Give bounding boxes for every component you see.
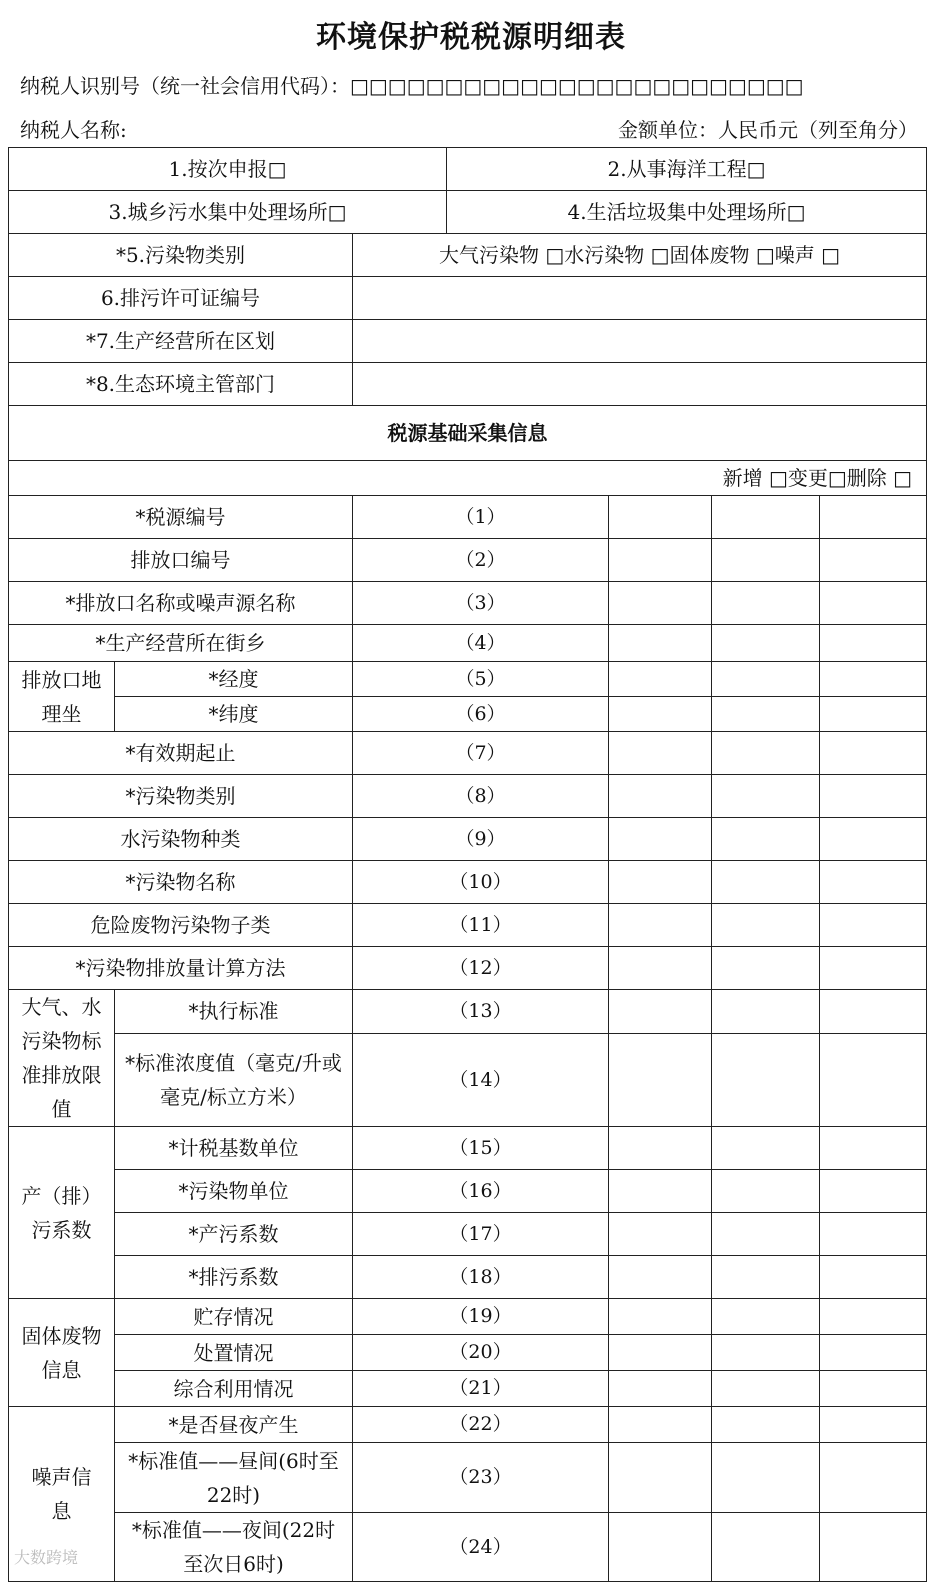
value-cell[interactable] <box>820 1407 927 1443</box>
row-label: 贮存情况 <box>115 1299 353 1335</box>
table-row <box>9 496 927 539</box>
value-cell[interactable] <box>820 1371 927 1407</box>
row-number: （17） <box>353 1213 609 1256</box>
value-cell[interactable] <box>712 775 820 818</box>
watermark: 大数跨境 <box>14 1548 79 1567</box>
row-label: *标准值——昼间(6时至22时) <box>115 1443 353 1513</box>
value-cell[interactable] <box>712 1170 820 1213</box>
pollutant-type-options[interactable]: 大气污染物 □水污染物 □固体废物 □噪声 □ <box>353 234 927 277</box>
value-cell[interactable] <box>820 662 927 697</box>
table-row <box>9 1443 927 1513</box>
row-label: *污染物类别 <box>9 775 353 818</box>
value-cell[interactable] <box>609 990 712 1034</box>
value-cell[interactable] <box>609 582 712 625</box>
table-row <box>9 1513 927 1582</box>
value-cell[interactable] <box>820 1443 927 1513</box>
region-label: *7.生产经营所在区划 <box>9 320 353 363</box>
value-cell[interactable] <box>609 697 712 732</box>
section-title: 税源基础采集信息 <box>9 406 927 461</box>
value-cell[interactable] <box>609 775 712 818</box>
row-label: *纬度 <box>115 697 353 732</box>
table-row <box>9 539 927 582</box>
value-cell[interactable] <box>820 1033 927 1126</box>
value-cell[interactable] <box>712 1407 820 1443</box>
group-label-limit: 大气、水污染物标准排放限值 <box>9 990 115 1127</box>
value-cell[interactable] <box>609 1213 712 1256</box>
value-cell[interactable] <box>820 947 927 990</box>
garbage-facility-checkbox[interactable]: 4.生活垃圾集中处理场所□ <box>447 191 927 234</box>
report-by-time-checkbox[interactable]: 1.按次申报□ <box>9 148 447 191</box>
row-number: （21） <box>353 1371 609 1407</box>
row-number: （22） <box>353 1407 609 1443</box>
row-label: *执行标准 <box>115 990 353 1034</box>
value-cell[interactable] <box>820 1213 927 1256</box>
value-cell[interactable] <box>609 818 712 861</box>
row-number: （1） <box>353 496 609 539</box>
row-label: 危险废物污染物子类 <box>9 904 353 947</box>
table-row <box>9 1127 927 1170</box>
value-cell[interactable] <box>609 861 712 904</box>
row-label: *产污系数 <box>115 1213 353 1256</box>
permit-number-label: 6.排污许可证编号 <box>9 277 353 320</box>
value-cell[interactable] <box>609 496 712 539</box>
table-row <box>9 861 927 904</box>
value-cell[interactable] <box>712 904 820 947</box>
value-cell[interactable] <box>609 1170 712 1213</box>
table-row <box>9 775 927 818</box>
value-cell[interactable] <box>712 662 820 697</box>
value-cell[interactable] <box>820 1513 927 1582</box>
form-title: 环境保护税税源明细表 <box>316 20 626 55</box>
amount-unit: 金额单位：人民币元（列至角分） <box>618 118 918 142</box>
group-label-noise: 噪声信息 <box>9 1407 115 1582</box>
row-label: *生产经营所在街乡 <box>9 625 353 662</box>
value-cell[interactable] <box>820 732 927 775</box>
row-number: （6） <box>353 697 609 732</box>
value-cell[interactable] <box>820 539 927 582</box>
table-row <box>9 1256 927 1299</box>
row-label: *税源编号 <box>9 496 353 539</box>
value-cell[interactable] <box>609 1371 712 1407</box>
value-cell[interactable] <box>609 662 712 697</box>
value-cell[interactable] <box>609 1256 712 1299</box>
table-row <box>9 662 927 697</box>
taxpayer-name-label: 纳税人名称: <box>20 118 127 142</box>
row-number: （18） <box>353 1256 609 1299</box>
table-row <box>9 582 927 625</box>
value-cell[interactable] <box>712 1335 820 1371</box>
table-row <box>9 1213 927 1256</box>
value-cell[interactable] <box>609 539 712 582</box>
row-number: （10） <box>353 861 609 904</box>
change-type-options[interactable]: 新增 □变更□删除 □ <box>9 461 927 496</box>
region-field[interactable] <box>353 320 927 363</box>
group-label-geo: 排放口地理坐 <box>9 662 115 732</box>
value-cell[interactable] <box>712 582 820 625</box>
table-row <box>9 697 927 732</box>
table-row <box>9 1170 927 1213</box>
row-number: （8） <box>353 775 609 818</box>
group-label-coef: 产（排）污系数 <box>9 1127 115 1299</box>
row-label: *计税基数单位 <box>115 1127 353 1170</box>
value-cell[interactable] <box>609 1407 712 1443</box>
permit-number-field[interactable] <box>353 277 927 320</box>
row-number: （12） <box>353 947 609 990</box>
value-cell[interactable] <box>712 496 820 539</box>
value-cell[interactable] <box>712 818 820 861</box>
row-number: （14） <box>353 1033 609 1126</box>
value-cell[interactable] <box>820 1127 927 1170</box>
pollutant-type-label: *5.污染物类别 <box>9 234 353 277</box>
table-row <box>9 818 927 861</box>
value-cell[interactable] <box>712 625 820 662</box>
group-label-solid: 固体废物信息 <box>9 1299 115 1407</box>
value-cell[interactable] <box>820 496 927 539</box>
value-cell[interactable] <box>820 775 927 818</box>
value-cell[interactable] <box>712 1127 820 1170</box>
row-number: （15） <box>353 1127 609 1170</box>
table-row <box>9 904 927 947</box>
table-row <box>9 625 927 662</box>
value-cell[interactable] <box>609 1335 712 1371</box>
value-cell[interactable] <box>609 1033 712 1126</box>
row-number: （3） <box>353 582 609 625</box>
value-cell[interactable] <box>712 697 820 732</box>
row-number: （23） <box>353 1443 609 1513</box>
row-number: （5） <box>353 662 609 697</box>
table-row <box>9 732 927 775</box>
row-label: *标准浓度值（毫克/升或毫克/标立方米） <box>115 1033 353 1126</box>
row-label: 综合利用情况 <box>115 1371 353 1407</box>
value-cell[interactable] <box>820 818 927 861</box>
value-cell[interactable] <box>609 947 712 990</box>
row-number: （20） <box>353 1335 609 1371</box>
value-cell[interactable] <box>712 1371 820 1407</box>
row-label: *有效期起止 <box>9 732 353 775</box>
value-cell[interactable] <box>820 1335 927 1371</box>
row-label: *是否昼夜产生 <box>115 1407 353 1443</box>
value-cell[interactable] <box>712 1443 820 1513</box>
marine-engineering-checkbox[interactable]: 2.从事海洋工程□ <box>447 148 927 191</box>
value-cell[interactable] <box>609 625 712 662</box>
value-cell[interactable] <box>820 861 927 904</box>
value-cell[interactable] <box>712 861 820 904</box>
taxpayer-id-label: 纳税人识别号（统一社会信用代码）： <box>20 74 350 98</box>
row-number: （2） <box>353 539 609 582</box>
department-field[interactable] <box>353 363 927 406</box>
row-label: *经度 <box>115 662 353 697</box>
value-cell[interactable] <box>712 1033 820 1126</box>
value-cell[interactable] <box>712 947 820 990</box>
value-cell[interactable] <box>609 1299 712 1335</box>
table-row <box>9 947 927 990</box>
value-cell[interactable] <box>820 697 927 732</box>
row-label: 处置情况 <box>115 1335 353 1371</box>
value-cell[interactable] <box>609 1443 712 1513</box>
taxpayer-id-row <box>20 70 804 99</box>
row-number: （24） <box>353 1513 609 1582</box>
row-number: （4） <box>353 625 609 662</box>
value-cell[interactable] <box>712 990 820 1034</box>
taxpayer-id-boxes[interactable]: □□□□□□□□□□□□□□□□□□□□□□□□ <box>350 74 804 98</box>
row-number: （19） <box>353 1299 609 1335</box>
row-label: 水污染物种类 <box>9 818 353 861</box>
table-row <box>9 1299 927 1335</box>
row-number: （13） <box>353 990 609 1034</box>
tax-source-table <box>8 147 927 1582</box>
table-row <box>9 990 927 1034</box>
value-cell[interactable] <box>820 1170 927 1213</box>
row-label: *污染物单位 <box>115 1170 353 1213</box>
value-cell[interactable] <box>820 1256 927 1299</box>
row-label: 排放口编号 <box>9 539 353 582</box>
value-cell[interactable] <box>609 1127 712 1170</box>
table-row <box>9 1407 927 1443</box>
value-cell[interactable] <box>712 1256 820 1299</box>
value-cell[interactable] <box>712 1513 820 1582</box>
row-label: *污染物名称 <box>9 861 353 904</box>
row-number: （11） <box>353 904 609 947</box>
row-number: （9） <box>353 818 609 861</box>
sewage-facility-checkbox[interactable]: 3.城乡污水集中处理场所□ <box>9 191 447 234</box>
department-label: *8.生态环境主管部门 <box>9 363 353 406</box>
value-cell[interactable] <box>712 1299 820 1335</box>
row-label: *排污系数 <box>115 1256 353 1299</box>
value-cell[interactable] <box>609 1513 712 1582</box>
row-label: *标准值——夜间(22时至次日6时) <box>115 1513 353 1582</box>
value-cell[interactable] <box>609 904 712 947</box>
value-cell[interactable] <box>712 539 820 582</box>
table-row <box>9 1371 927 1407</box>
value-cell[interactable] <box>609 732 712 775</box>
row-label: *排放口名称或噪声源名称 <box>9 582 353 625</box>
value-cell[interactable] <box>820 904 927 947</box>
value-cell[interactable] <box>712 732 820 775</box>
table-row <box>9 1033 927 1126</box>
value-cell[interactable] <box>820 625 927 662</box>
table-row <box>9 1335 927 1371</box>
row-number: （7） <box>353 732 609 775</box>
value-cell[interactable] <box>820 1299 927 1335</box>
row-label: *污染物排放量计算方法 <box>9 947 353 990</box>
row-number: （16） <box>353 1170 609 1213</box>
value-cell[interactable] <box>712 1213 820 1256</box>
value-cell[interactable] <box>820 582 927 625</box>
value-cell[interactable] <box>820 990 927 1034</box>
